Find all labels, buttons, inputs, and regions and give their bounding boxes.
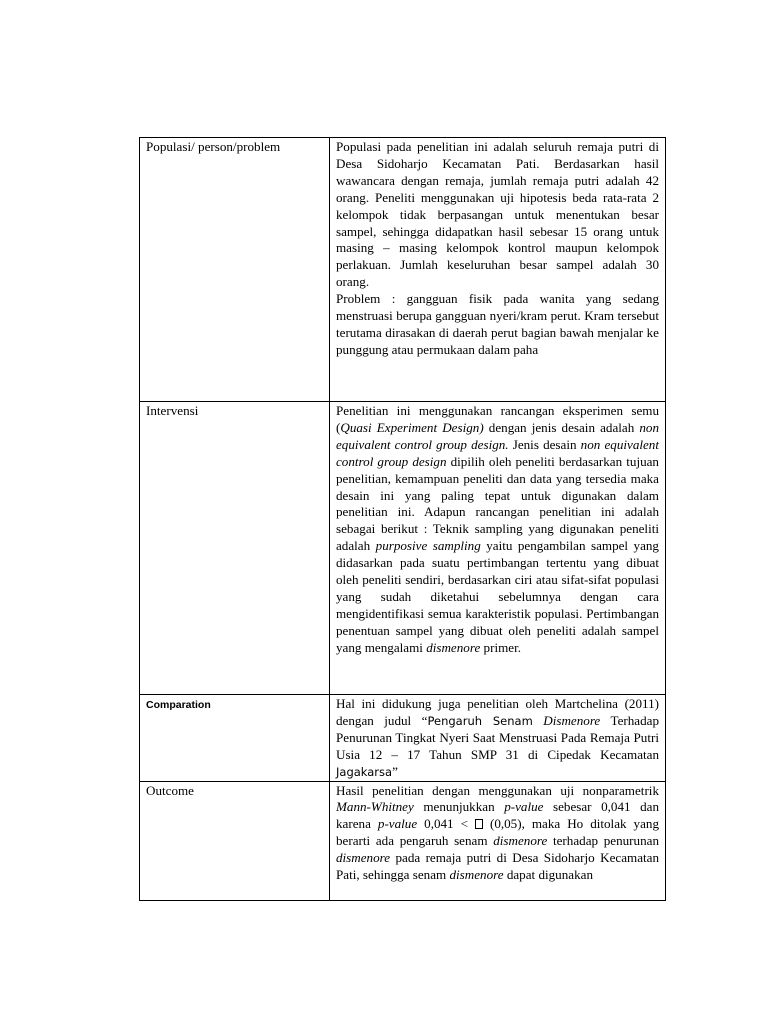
content-comparation: Hal ini didukung juga penelitian oleh Martchelina (2011) dengan judul “Pengaruh Senam Dismenore Terhadap Penurunan Tingkat Nyeri Saat Menstruasi Pada Remaja Putri Usia 12 – 17 Tahun SMP 31 di Cipedak Kecamatan Jagakarsa” [330,695,666,782]
table-row-outcome [140,781,666,900]
label-intervention: Intervensi [140,402,330,695]
content-population [330,138,666,402]
content-intervention: Penelitian ini menggunakan rancangan eksperimen semu (Quasi Experiment Design) dengan jenis desain adalah non equivalent control group design. Jenis desain non equivalent control group design dipilih oleh peneliti berdasarkan tujuan penelitian, kemampuan peneliti dan data yang tersedia maka desain ini yang paling tepat untuk digunakan dalam penelitian ini. Adapun rancangan penelitian ini adalah sebagai berikut : Teknik sampling yang digunakan peneliti adalah purposive sampling yaitu pengambilan sampel yang didasarkan pada suatu pertimbangan tertentu yang dibuat oleh peneliti sendiri, berdasarkan ciri atau sifat-sifat populasi yang sudah diketahui sebelumnya dengan cara mengidentifikasi semua karakteristik populasi. Pertimbangan penentuan sampel yang dibuat oleh peneliti adalah sampel yang mengalami dismenore primer. [330,402,666,695]
table-row-population [140,138,666,402]
table-row-comparation [140,695,666,782]
content-outcome: Hasil penelitian dengan menggunakan uji nonparametrik Mann-Whitney menunjukkan p-value sebesar 0,041 dan karena p-value 0,041 < (0,05), maka Ho ditolak yang berarti ada pengaruh senam dismenore terhadap penurunan dismenore pada remaja putri di Desa Sidoharjo Kecamatan Pati, sehingga senam dismenore dapat digunakan [330,781,666,900]
label-population: Populasi/ person/problem [140,138,330,402]
population-text: Populasi pada penelitian ini adalah seluruh remaja putri di Desa Sidoharjo Kecamatan Pati. Berdasarkan hasil wawancara dengan remaja, jumlah remaja putri adalah 42 orang. Peneliti menggunakan uji hipotesis beda rata-rata 2 kelompok tidak berpasangan untuk menentukan besar sampel, sehingga didapatkan hasil sebesar 15 orang untuk masing – masing kelompok kontrol maupun kelompok perlakuan. Jumlah keseluruhan besar sampel adalah 30 orang. [336,139,659,290]
problem-text: Problem : gangguan fisik pada wanita yang sedang menstruasi berupa gangguan nyeri/kram perut. Kram tersebut terutama dirasakan di daerah perut bagian bawah menjalar ke punggung atau permukaan dalam paha [336,291,659,357]
missing-glyph-icon [475,819,483,829]
table-row-intervention [140,402,666,695]
label-comparation: Comparation [140,695,330,782]
pico-table [139,137,666,901]
label-outcome: Outcome [140,781,330,900]
